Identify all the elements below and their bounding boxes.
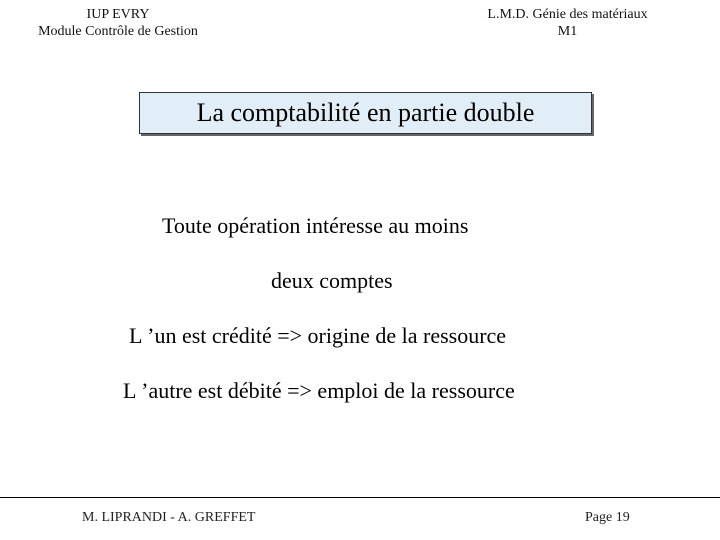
footer-authors: M. LIPRANDI - A. GREFFET bbox=[82, 510, 256, 525]
slide-title-box bbox=[139, 92, 592, 134]
footer-divider bbox=[0, 497, 720, 498]
body-line-4: L ’autre est débité => emploi de la ressource bbox=[123, 378, 515, 403]
header-right-line1: L.M.D. Génie des matériaux bbox=[487, 7, 648, 22]
header-left-line1: IUP EVRY bbox=[86, 7, 150, 22]
body-line-2: deux comptes bbox=[271, 268, 393, 293]
header-right bbox=[465, 6, 670, 40]
footer-page-number: Page 19 bbox=[585, 510, 630, 525]
body-line-1: Toute opération intéresse au moins bbox=[162, 213, 469, 238]
header-right-line2: M1 bbox=[557, 24, 578, 39]
slide-title: La comptabilité en partie double bbox=[196, 98, 535, 127]
header-left bbox=[18, 6, 218, 40]
header-left-line2: Module Contrôle de Gestion bbox=[38, 24, 198, 39]
body-line-3: L ’un est crédité => origine de la ressource bbox=[129, 323, 507, 348]
